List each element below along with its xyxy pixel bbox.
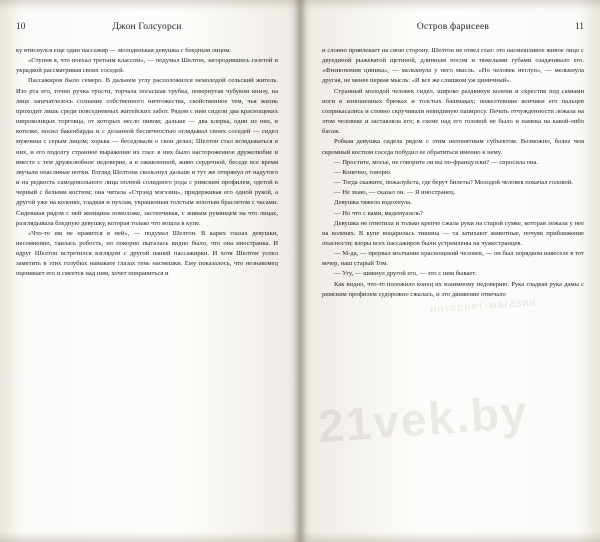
right-page-body: [322, 46, 584, 300]
left-page-content: [16, 0, 278, 542]
left-running-title: Джон Голсуорси: [112, 22, 182, 32]
paragraph: — Конечно, говорю.: [334, 168, 392, 176]
right-page-header: [322, 22, 584, 36]
paragraph: «Ступня я, что поехал третьим классом», — подумал Шелтон, загородившись газетой и украдкой рассматривая своих соседей.: [16, 57, 278, 75]
left-page-header: [16, 22, 278, 36]
right-page-content: [322, 0, 584, 542]
paragraph: Странный молодой человек сидел, широко раздвинув колени и скрестив под самыми ноги в изношенных брюках и толстых башмаках; пожелтевшие кончики его пальцев соприкасались и словно скручивали невидимую папиросу. Печать отчужденности лежала на этом человеке и заставляла его; в схеме над его головой не было и намека на какой-либо багаж.: [322, 87, 584, 136]
paragraph: Робкая девушка сидела рядом с этим непонятным субъектом. Возможно, более чем скромный костюм соседа побудил ее обратиться именно к нему.: [322, 138, 584, 156]
paragraph: — Простите, мосье, не говорите ли вы по-французски? — спросила она.: [334, 158, 539, 166]
right-page-number: 11: [574, 22, 584, 32]
paragraph: и словно привлекает на свою сторону. Шелтон не отвел глаз: это насмешливое живое лицо с двуединой рыжеватой щетиной, длинным носом и тяжелыми губами озадачивало его. «Физиономия циника», — мелькнула у него мысль. «Но человек неглуп», — мелькнула другая, не менее первая мысль: «И все же слишком уж циничный».: [322, 47, 584, 85]
paragraph: — Угу, — шикнул другой его, — это с ним бывает.: [334, 270, 477, 278]
paragraph: — Тогда скажите, пожалуйста, где берут билеты? Молодой человек покачал головой.: [334, 179, 574, 187]
paragraph: «Что-то им не нравится в ней», — подумал Шелтон. В карих глазах девушки, несомненно, таилась робость, но покорно пыталась видно было, что она иностранка. И вдруг Шелтон встретился взглядом с другой нашей пассажирки. И хотя Шелтон успел заметить в этих голубых навыкате глазах тень насмешки. Ему показалось, что незнакомец оценивает его и смеется над ним, хочет понравиться и: [16, 229, 278, 278]
paragraph: ку втиснулся еще один пассажир — молоденькая девушка с бледным лицом.: [16, 47, 232, 54]
left-page-number: 10: [16, 22, 26, 32]
paragraph: Как видно, что-то положило конец их взаимному недоверию. Рука гладкая рука дамы с римским профилем судорожно сжалась, и это движение отвечало: [322, 280, 584, 298]
right-running-title: Остров фарисеев: [416, 22, 490, 32]
paragraph: — Но что с вами, мадемуазель?: [334, 209, 423, 217]
paragraph: Девушка не ответила и только крепче сжала руки на старой сумке, которая лежала у нее на коленях. В купе воцарилась тишина — та затихают животные, почуяв приближение опасности; взоры всех пассажиров были устремлены на чужестранцев.: [322, 219, 584, 247]
paragraph: Пассажиров было семеро. В дальнем углу расположился немолодой сельский житель. Изо рта его, точно ручка трости, торчала погасшая трубка, повернутая чубуком книзу, на лице запечатлелось сознание собственного ничтожества, свойственное тем, чья жизнь проходит лишь среди повседневных житейских забот. Рядом с ним сидели два краснощеких широколицых торговца, от которых несло пивом; дальше — два клерка, один из них, в котелке, носил бакенбарды и с деланной беспечностью оглядывал своих соседей — сидел мужчина с серым лицом; хорька — беседовали о свои делах; Шелтон стал вглядываться в них, и его подолгу странное выражение их глаз: в них было настороженное дружелюбие и вместе с тем дружелюбное недоверие, а в оживленной, живо сердечной, беседе все время звучали опасливые нотки. Взгляд Шелтона скользнул дальше и тут же отпрянул от надутого и на редкость самодовольного лица полной солидного рода с римским профилем, одетой в черный с белыми костюм; она читала «Стрэнд мэгэзин», придерживая его одной рукой, а другой уже на коленях, гладкая и пухлая, украшенная толстым золотым браслетом с часами. Сидевшая рядом с ней женщина помоложе, застенчивая, с живым румянцем на что лицах, разглядывала бледную девушку, которая только что вошла в купе.: [16, 77, 278, 227]
paragraph: — Не знаю, — сказал он. — Я иностранец.: [334, 189, 456, 197]
paragraph: Девушка тяжело вздохнула.: [334, 199, 412, 207]
left-page-body: [16, 46, 278, 280]
paragraph: — М-да, — прервал молчание краснощекий человек, — он был порядком навеселе в тот вечер, наш старый Том.: [322, 250, 584, 268]
